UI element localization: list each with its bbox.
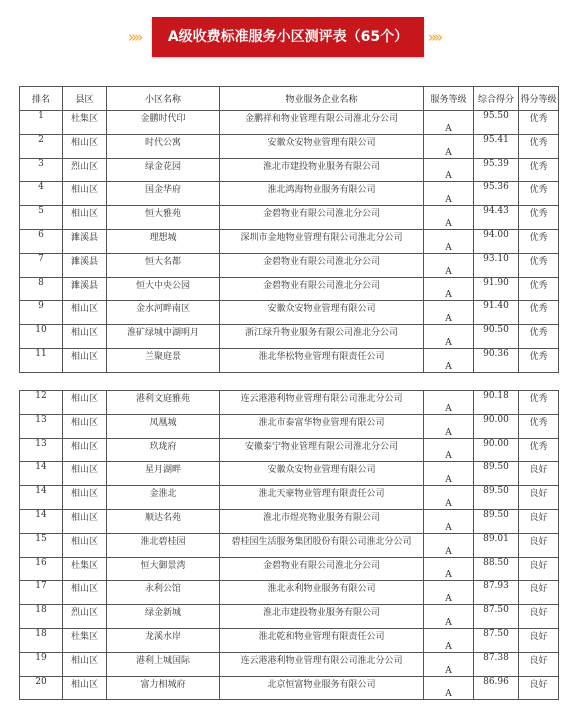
cell-company-name: 安徽众安物业管理有限公司 <box>220 301 424 325</box>
evaluation-table <box>19 86 559 373</box>
cell-score: 90.50 <box>474 325 519 349</box>
cell-service-grade: A <box>424 486 474 510</box>
cell-county: 相山区 <box>63 348 107 372</box>
cell-service-grade: A <box>424 628 474 652</box>
cell-score-level: 优秀 <box>519 253 559 277</box>
cell-service-grade: A <box>424 325 474 349</box>
table-header-row <box>20 87 559 111</box>
cell-company-name: 连云港港利物业管理有限公司淮北分公司 <box>220 652 424 676</box>
cell-rank: 16 <box>20 557 63 581</box>
cell-company-name: 金碧物业有限公司淮北分公司 <box>220 253 424 277</box>
cell-company-name: 淮北市煜亮物业服务有限公司 <box>220 509 424 533</box>
cell-rank: 19 <box>20 652 63 676</box>
cell-score: 90.00 <box>474 414 519 438</box>
cell-community-name: 理想城 <box>107 229 220 253</box>
cell-company-name: 北京恒富物业服务有限公司 <box>220 676 424 700</box>
cell-community-name: 港利上城国际 <box>107 652 220 676</box>
cell-county: 相山区 <box>63 134 107 158</box>
table-row <box>20 182 559 206</box>
cell-county: 相山区 <box>63 581 107 605</box>
cell-score-level: 优秀 <box>519 206 559 230</box>
cell-score: 89.50 <box>474 486 519 510</box>
cell-score-level: 良好 <box>519 628 559 652</box>
cell-rank: 5 <box>20 206 63 230</box>
cell-rank: 1 <box>20 111 63 135</box>
cell-service-grade: A <box>424 438 474 462</box>
cell-county: 濉溪县 <box>63 277 107 301</box>
cell-score: 90.00 <box>474 438 519 462</box>
cell-score-level: 优秀 <box>519 158 559 182</box>
cell-score-level: 优秀 <box>519 229 559 253</box>
table-row <box>20 301 559 325</box>
cell-service-grade: A <box>424 676 474 700</box>
cell-service-grade: A <box>424 301 474 325</box>
cell-service-grade: A <box>424 348 474 372</box>
cell-rank: 10 <box>20 325 63 349</box>
cell-service-grade: A <box>424 229 474 253</box>
cell-score: 87.50 <box>474 628 519 652</box>
header-score-level: 得分等级 <box>519 87 559 111</box>
cell-company-name: 淮北天豪物业管理有限责任公司 <box>220 486 424 510</box>
cell-company-name: 安徽泰宁物业管理有限公司淮北分公司 <box>220 438 424 462</box>
cell-company-name: 淮北市建投物业服务有限公司 <box>220 605 424 629</box>
page-title: A级收费标准服务小区测评表（65个） <box>152 17 424 57</box>
table-row <box>20 111 559 135</box>
cell-score-level: 良好 <box>519 676 559 700</box>
cell-rank: 9 <box>20 301 63 325</box>
cell-county: 相山区 <box>63 462 107 486</box>
cell-county: 濉溪县 <box>63 229 107 253</box>
cell-community-name: 恒大御景湾 <box>107 557 220 581</box>
cell-score: 86.96 <box>474 676 519 700</box>
header-company: 物业服务企业名称 <box>220 87 424 111</box>
cell-score-level: 良好 <box>519 605 559 629</box>
cell-county: 相山区 <box>63 414 107 438</box>
cell-service-grade: A <box>424 414 474 438</box>
cell-service-grade: A <box>424 158 474 182</box>
cell-community-name: 金淮北 <box>107 486 220 510</box>
cell-rank: 20 <box>20 676 63 700</box>
table-row <box>20 158 559 182</box>
cell-score-level: 优秀 <box>519 325 559 349</box>
cell-service-grade: A <box>424 134 474 158</box>
cell-service-grade: A <box>424 182 474 206</box>
table-row <box>20 348 559 372</box>
cell-company-name: 淮北华松物业管理有限责任公司 <box>220 348 424 372</box>
cell-community-name: 绿金新城 <box>107 605 220 629</box>
cell-rank: 7 <box>20 253 63 277</box>
cell-score: 87.93 <box>474 581 519 605</box>
table-row <box>20 414 559 438</box>
cell-county: 相山区 <box>63 509 107 533</box>
cell-rank: 15 <box>20 533 63 557</box>
table-row <box>20 206 559 230</box>
table-row <box>20 438 559 462</box>
cell-rank: 6 <box>20 229 63 253</box>
cell-score: 91.90 <box>474 277 519 301</box>
table-row <box>20 229 559 253</box>
table-row <box>20 628 559 652</box>
cell-company-name: 碧桂园生活服务集团股份有限公司淮北分公司 <box>220 533 424 557</box>
table-body-section-2 <box>20 391 559 700</box>
cell-county: 相山区 <box>63 182 107 206</box>
cell-county: 相山区 <box>63 676 107 700</box>
cell-community-name: 金水河畔南区 <box>107 301 220 325</box>
table-row <box>20 557 559 581</box>
cell-score-level: 良好 <box>519 509 559 533</box>
cell-company-name: 淮北市泰富华物业管理有限公司 <box>220 414 424 438</box>
table-row <box>20 391 559 415</box>
cell-score-level: 良好 <box>519 581 559 605</box>
cell-score-level: 良好 <box>519 652 559 676</box>
header-score: 综合得分 <box>474 87 519 111</box>
cell-score-level: 良好 <box>519 462 559 486</box>
cell-rank: 12 <box>20 391 63 415</box>
table-row <box>20 325 559 349</box>
cell-score: 87.50 <box>474 605 519 629</box>
cell-company-name: 金碧物业有限公司淮北分公司 <box>220 206 424 230</box>
cell-score: 89.50 <box>474 509 519 533</box>
cell-score-level: 优秀 <box>519 111 559 135</box>
cell-county: 杜集区 <box>63 557 107 581</box>
cell-score: 94.00 <box>474 229 519 253</box>
cell-county: 濉溪县 <box>63 253 107 277</box>
cell-service-grade: A <box>424 605 474 629</box>
cell-community-name: 恒大雅苑 <box>107 206 220 230</box>
cell-score-level: 优秀 <box>519 182 559 206</box>
cell-rank: 14 <box>20 509 63 533</box>
cell-score: 95.41 <box>474 134 519 158</box>
cell-service-grade: A <box>424 581 474 605</box>
cell-score: 88.50 <box>474 557 519 581</box>
cell-community-name: 龙溪水岸 <box>107 628 220 652</box>
cell-rank: 17 <box>20 581 63 605</box>
cell-score-level: 良好 <box>519 486 559 510</box>
table-row <box>20 462 559 486</box>
cell-community-name: 永利公馆 <box>107 581 220 605</box>
cell-rank: 18 <box>20 605 63 629</box>
cell-community-name: 富力相城府 <box>107 676 220 700</box>
cell-service-grade: A <box>424 652 474 676</box>
table-row <box>20 581 559 605</box>
cell-county: 杜集区 <box>63 111 107 135</box>
cell-community-name: 淮北碧桂园 <box>107 533 220 557</box>
cell-community-name: 恒大名都 <box>107 253 220 277</box>
cell-service-grade: A <box>424 253 474 277</box>
cell-rank: 4 <box>20 182 63 206</box>
cell-service-grade: A <box>424 462 474 486</box>
cell-community-name: 恒大中央公园 <box>107 277 220 301</box>
cell-rank: 13 <box>20 414 63 438</box>
cell-service-grade: A <box>424 509 474 533</box>
cell-company-name: 淮北乾和物业管理有限责任公司 <box>220 628 424 652</box>
cell-score: 93.10 <box>474 253 519 277</box>
cell-community-name: 兰聚庭景 <box>107 348 220 372</box>
cell-company-name: 连云港港利物业管理有限公司淮北分公司 <box>220 391 424 415</box>
title-banner <box>0 17 566 59</box>
table-body-section-1 <box>20 111 559 373</box>
cell-rank: 3 <box>20 158 63 182</box>
cell-score: 91.40 <box>474 301 519 325</box>
cell-score-level: 优秀 <box>519 277 559 301</box>
cell-company-name: 安徽众安物业管理有限公司 <box>220 134 424 158</box>
cell-rank: 14 <box>20 462 63 486</box>
cell-score: 95.50 <box>474 111 519 135</box>
double-chevron-right-icon: »» <box>128 28 141 46</box>
cell-score: 87.38 <box>474 652 519 676</box>
cell-county: 相山区 <box>63 301 107 325</box>
cell-score-level: 优秀 <box>519 134 559 158</box>
cell-company-name: 金碧物业有限公司淮北分公司 <box>220 277 424 301</box>
table-row <box>20 486 559 510</box>
cell-county: 烈山区 <box>63 158 107 182</box>
cell-community-name: 玖珑府 <box>107 438 220 462</box>
cell-score: 95.36 <box>474 182 519 206</box>
cell-score-level: 优秀 <box>519 391 559 415</box>
cell-score: 94.43 <box>474 206 519 230</box>
cell-rank: 14 <box>20 486 63 510</box>
cell-community-name: 凤凰城 <box>107 414 220 438</box>
cell-county: 相山区 <box>63 391 107 415</box>
cell-company-name: 安徽众安物业管理有限公司 <box>220 462 424 486</box>
cell-county: 烈山区 <box>63 605 107 629</box>
cell-rank: 18 <box>20 628 63 652</box>
cell-service-grade: A <box>424 533 474 557</box>
cell-community-name: 金鹏时代印 <box>107 111 220 135</box>
cell-county: 相山区 <box>63 325 107 349</box>
cell-company-name: 金鹏祥和物业管理有限公司淮北分公司 <box>220 111 424 135</box>
cell-community-name: 绿金花园 <box>107 158 220 182</box>
table-row <box>20 509 559 533</box>
cell-service-grade: A <box>424 557 474 581</box>
cell-service-grade: A <box>424 206 474 230</box>
cell-community-name: 淮矿绿城中湖明月 <box>107 325 220 349</box>
cell-score-level: 良好 <box>519 533 559 557</box>
cell-score-level: 优秀 <box>519 301 559 325</box>
cell-county: 相山区 <box>63 438 107 462</box>
cell-score: 89.50 <box>474 462 519 486</box>
cell-rank: 2 <box>20 134 63 158</box>
cell-service-grade: A <box>424 111 474 135</box>
cell-score: 90.18 <box>474 391 519 415</box>
double-chevron-right-icon: »» <box>428 28 441 46</box>
evaluation-table-continued <box>19 390 559 700</box>
cell-score-level: 优秀 <box>519 438 559 462</box>
table-row <box>20 277 559 301</box>
cell-score: 90.36 <box>474 348 519 372</box>
cell-company-name: 金碧物业有限公司淮北分公司 <box>220 557 424 581</box>
cell-rank: 11 <box>20 348 63 372</box>
cell-service-grade: A <box>424 277 474 301</box>
table-row <box>20 676 559 700</box>
cell-score-level: 优秀 <box>519 348 559 372</box>
table-row <box>20 605 559 629</box>
header-community: 小区名称 <box>107 87 220 111</box>
table-row <box>20 253 559 277</box>
cell-community-name: 星月湖畔 <box>107 462 220 486</box>
cell-rank: 13 <box>20 438 63 462</box>
cell-score-level: 良好 <box>519 557 559 581</box>
table-row <box>20 134 559 158</box>
cell-county: 杜集区 <box>63 628 107 652</box>
cell-company-name: 浙江绿升物业服务有限公司淮北分公司 <box>220 325 424 349</box>
cell-company-name: 淮北市建投物业服务有限公司 <box>220 158 424 182</box>
cell-score: 89.01 <box>474 533 519 557</box>
cell-company-name: 淮北鸿海物业服务有限公司 <box>220 182 424 206</box>
cell-county: 相山区 <box>63 486 107 510</box>
table-row <box>20 652 559 676</box>
cell-community-name: 港利文庭雅苑 <box>107 391 220 415</box>
cell-score-level: 优秀 <box>519 414 559 438</box>
header-service-grade: 服务等级 <box>424 87 474 111</box>
cell-community-name: 顺达名苑 <box>107 509 220 533</box>
table-row <box>20 533 559 557</box>
cell-community-name: 时代公寓 <box>107 134 220 158</box>
header-county: 县区 <box>63 87 107 111</box>
cell-score: 95.39 <box>474 158 519 182</box>
cell-county: 相山区 <box>63 533 107 557</box>
cell-company-name: 深圳市金地物业管理有限公司淮北分公司 <box>220 229 424 253</box>
cell-service-grade: A <box>424 391 474 415</box>
cell-county: 相山区 <box>63 206 107 230</box>
cell-community-name: 国金华府 <box>107 182 220 206</box>
cell-county: 相山区 <box>63 652 107 676</box>
cell-rank: 8 <box>20 277 63 301</box>
header-rank: 排名 <box>20 87 63 111</box>
cell-company-name: 淮北永利物业服务有限公司 <box>220 581 424 605</box>
